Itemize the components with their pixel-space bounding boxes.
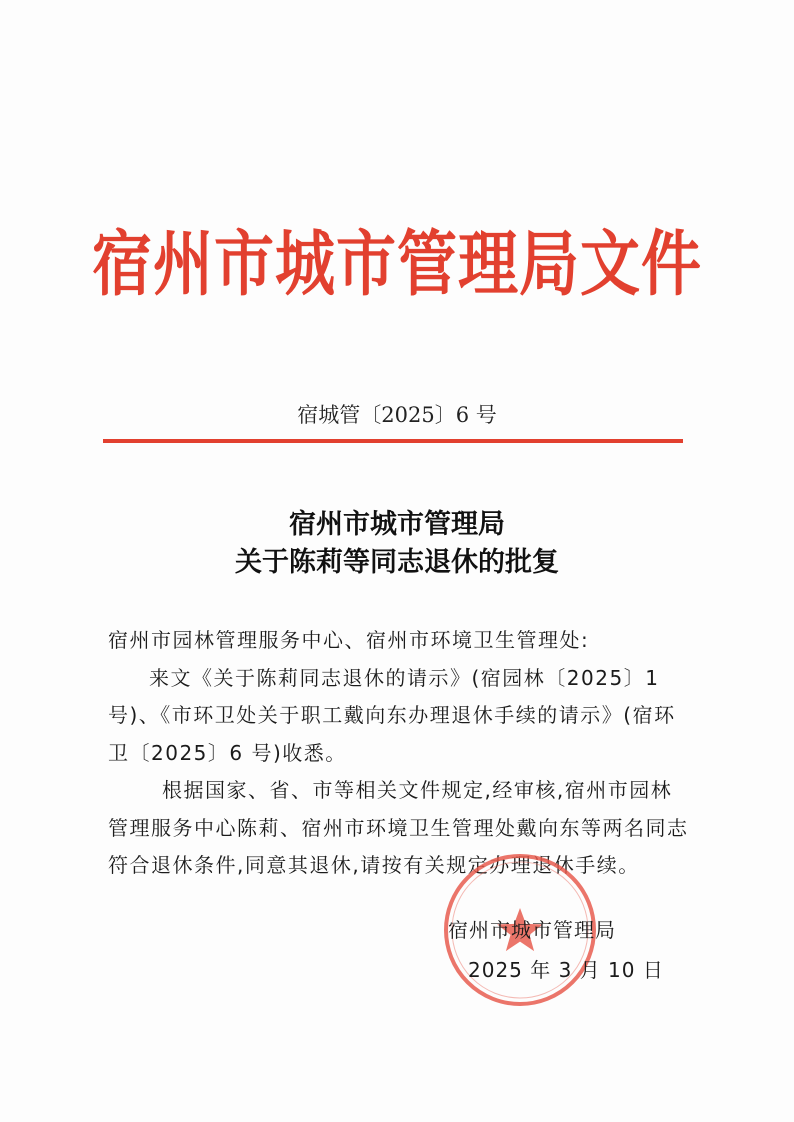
red-divider-line xyxy=(103,439,683,443)
document-body xyxy=(108,622,692,885)
signature-organization: 宿州市城市管理局 xyxy=(448,918,616,942)
body-paragraph-1: 来文《关于陈莉同志退休的请示》(宿园林〔2025〕1 号)、《市环卫处关于职工戴向东办理退休手续的请示》(宿环卫〔2025〕6 号)收悉。 xyxy=(108,665,676,765)
masthead-title: 宿州市城市管理局文件 xyxy=(92,223,702,307)
document-title xyxy=(0,506,794,582)
title-line-1: 宿州市城市管理局 xyxy=(289,509,505,540)
title-line-2: 关于陈莉等同志退休的批复 xyxy=(235,547,559,578)
document-number: 宿城管〔2025〕6 号 xyxy=(297,403,497,427)
addressee: 宿州市园林管理服务中心、宿州市环境卫生管理处: xyxy=(108,628,590,652)
body-paragraph-2: 根据国家、省、市等相关文件规定,经审核,宿州市园林管理服务中心陈莉、宿州市环境卫生管理处戴向东等两名同志符合退休条件,同意其退休,请按有关规定办理退休手续。 xyxy=(108,778,689,877)
signature-date: 2025 年 3 月 10 日 xyxy=(468,958,664,982)
